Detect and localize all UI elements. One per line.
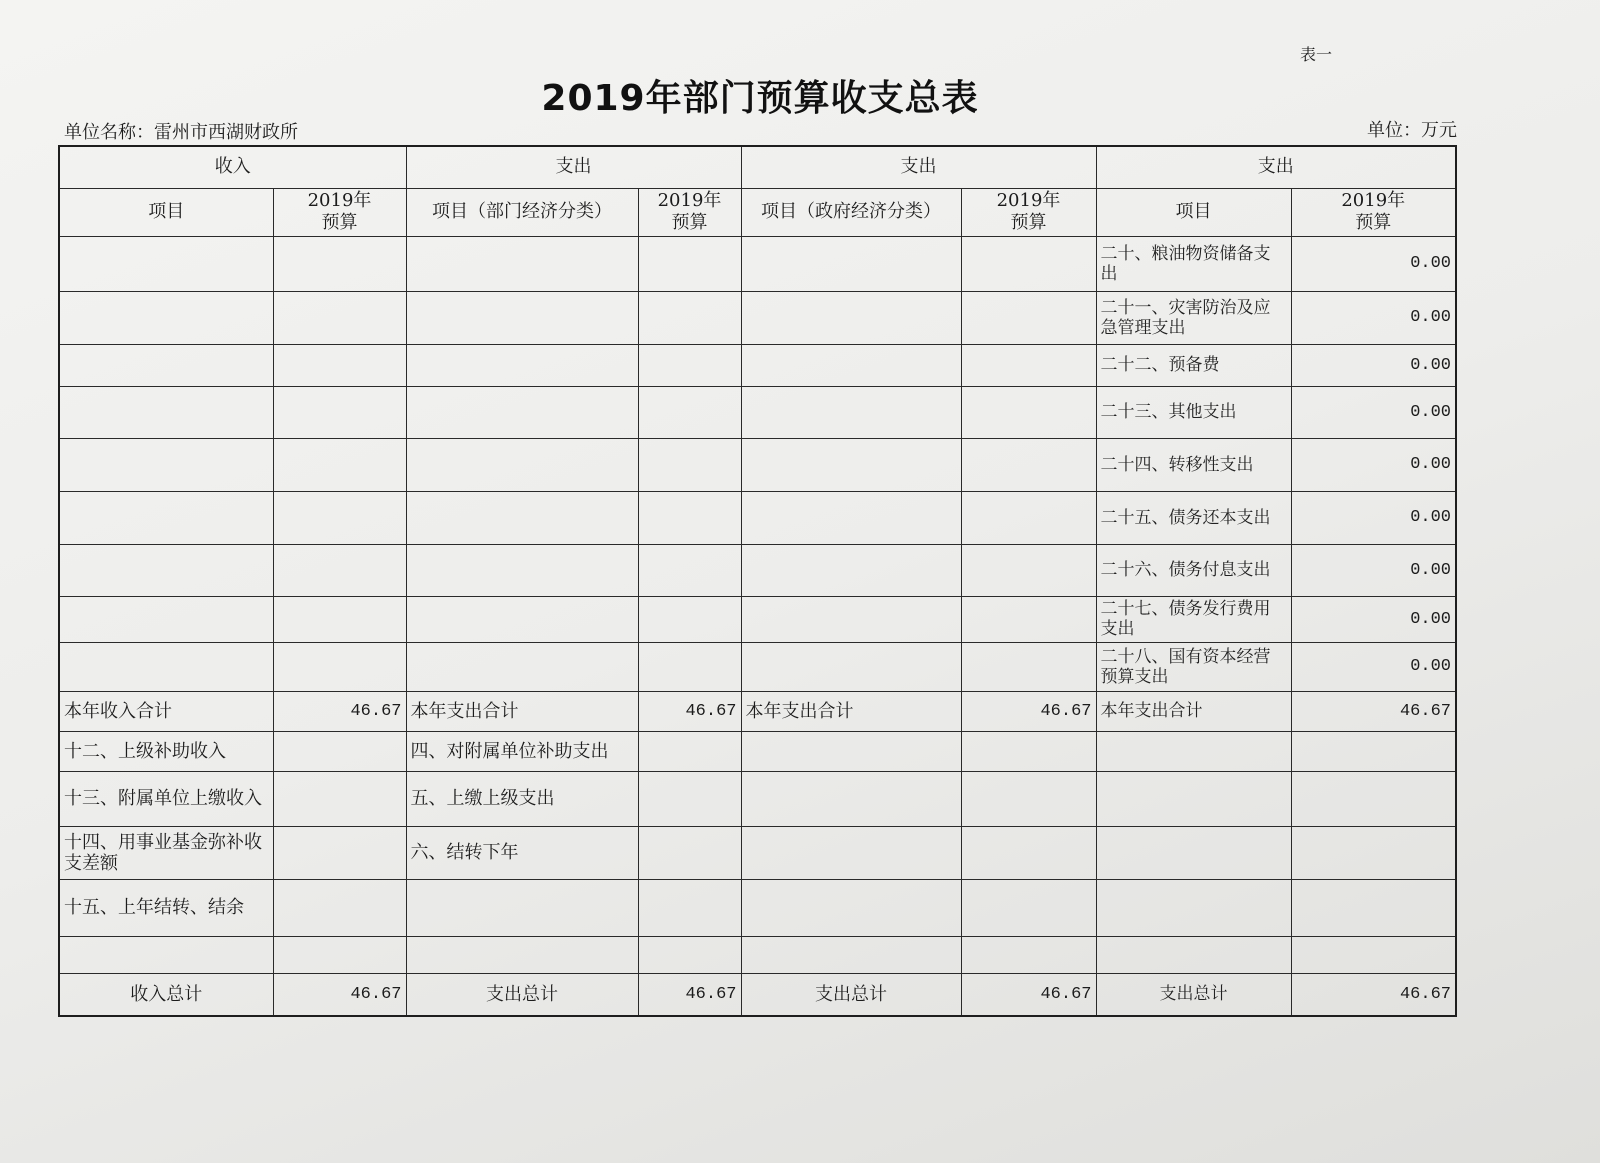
func-expense-item-cell: 本年支出合计 [1096, 691, 1291, 731]
gov-expense-item-cell [741, 731, 961, 771]
dept-expense-item-cell [406, 491, 638, 544]
group-header-dept-expense: 支出 [406, 146, 741, 188]
func-expense-item-cell: 二十二、预备费 [1096, 344, 1291, 386]
func-expense-budget-cell [1291, 879, 1456, 936]
dept-expense-budget-cell [638, 291, 741, 344]
table-row [59, 691, 1456, 731]
income-budget-cell [273, 826, 406, 879]
gov-expense-budget-cell [961, 386, 1096, 438]
table-body [59, 236, 1456, 1016]
dept-expense-item-cell: 支出总计 [406, 973, 638, 1016]
func-expense-budget-cell: 0.00 [1291, 236, 1456, 291]
dept-expense-budget-cell [638, 826, 741, 879]
dept-expense-item-cell [406, 386, 638, 438]
dept-expense-item-cell: 五、上缴上级支出 [406, 771, 638, 826]
income-budget-cell [273, 344, 406, 386]
func-expense-item-cell: 支出总计 [1096, 973, 1291, 1016]
page-title: 2019年部门预算收支总表 [541, 78, 979, 119]
gov-expense-budget-cell [961, 438, 1096, 491]
table-row [59, 879, 1456, 936]
income-item-cell [59, 236, 273, 291]
dept-expense-budget-cell [638, 731, 741, 771]
dept-expense-budget-cell: 46.67 [638, 973, 741, 1016]
income-item-cell: 本年收入合计 [59, 691, 273, 731]
dept-expense-budget-cell [638, 386, 741, 438]
func-expense-item-cell: 二十一、灾害防治及应急管理支出 [1096, 291, 1291, 344]
income-budget-cell [273, 771, 406, 826]
income-budget-cell: 46.67 [273, 691, 406, 731]
gov-expense-budget-cell [961, 771, 1096, 826]
dept-expense-item-cell [406, 438, 638, 491]
income-item-cell [59, 642, 273, 691]
income-budget-cell [273, 596, 406, 642]
income-budget-cell [273, 731, 406, 771]
func-expense-item-cell [1096, 771, 1291, 826]
grand-total-row [59, 973, 1456, 1016]
dept-expense-budget-cell [638, 596, 741, 642]
gov-expense-budget-cell [961, 596, 1096, 642]
dept-expense-budget-cell [638, 438, 741, 491]
income-item-cell: 收入总计 [59, 973, 273, 1016]
group-header-gov-expense: 支出 [741, 146, 1096, 188]
dept-expense-item-cell [406, 291, 638, 344]
table-row [59, 936, 1456, 973]
gov-expense-budget-cell [961, 544, 1096, 596]
income-budget-cell [273, 544, 406, 596]
gov-expense-item-cell [741, 771, 961, 826]
gov-expense-budget-cell [961, 344, 1096, 386]
func-expense-item-cell: 二十、粮油物资储备支出 [1096, 236, 1291, 291]
gov-expense-budget-cell: 46.67 [961, 973, 1096, 1016]
income-budget-cell [273, 236, 406, 291]
gov-expense-item-cell [741, 936, 961, 973]
dept-expense-budget-cell [638, 642, 741, 691]
gov-expense-budget-cell [961, 236, 1096, 291]
group-header-func-expense: 支出 [1096, 146, 1456, 188]
dept-expense-item-cell [406, 344, 638, 386]
func-expense-item-cell: 二十八、国有资本经营预算支出 [1096, 642, 1291, 691]
column-header-func-item: 项目 [1096, 188, 1291, 236]
gov-expense-item-cell [741, 344, 961, 386]
column-header-income-item: 项目 [59, 188, 273, 236]
func-expense-budget-cell: 46.67 [1291, 973, 1456, 1016]
dept-expense-budget-cell [638, 491, 741, 544]
func-expense-item-cell: 二十七、债务发行费用支出 [1096, 596, 1291, 642]
dept-expense-item-cell: 四、对附属单位补助支出 [406, 731, 638, 771]
func-expense-budget-cell: 0.00 [1291, 291, 1456, 344]
dept-expense-budget-cell [638, 936, 741, 973]
gov-expense-item-cell: 支出总计 [741, 973, 961, 1016]
unit-name-label: 单位名称：雷州市西湖财政所 [64, 122, 298, 143]
dept-expense-item-cell: 本年支出合计 [406, 691, 638, 731]
gov-expense-item-cell [741, 291, 961, 344]
income-budget-cell [273, 879, 406, 936]
dept-expense-item-cell [406, 879, 638, 936]
income-item-cell [59, 544, 273, 596]
group-header-income: 收入 [59, 146, 406, 188]
dept-expense-budget-cell [638, 344, 741, 386]
gov-expense-budget-cell [961, 879, 1096, 936]
dept-expense-item-cell [406, 596, 638, 642]
table-row [59, 386, 1456, 438]
income-item-cell [59, 438, 273, 491]
func-expense-item-cell: 二十五、债务还本支出 [1096, 491, 1291, 544]
group-header-row [59, 146, 1456, 188]
func-expense-budget-cell [1291, 936, 1456, 973]
func-expense-budget-cell: 0.00 [1291, 438, 1456, 491]
dept-expense-budget-cell [638, 771, 741, 826]
income-budget-cell [273, 386, 406, 438]
table-row [59, 826, 1456, 879]
income-budget-cell [273, 491, 406, 544]
column-header-func-budget: 2019年 预算 [1291, 188, 1456, 236]
table-row [59, 731, 1456, 771]
income-item-cell [59, 344, 273, 386]
func-expense-item-cell: 二十四、转移性支出 [1096, 438, 1291, 491]
dept-expense-budget-cell [638, 544, 741, 596]
column-header-row [59, 188, 1456, 236]
gov-expense-item-cell [741, 642, 961, 691]
table-row [59, 291, 1456, 344]
func-expense-item-cell: 二十三、其他支出 [1096, 386, 1291, 438]
table-number-label: 表一 [1300, 45, 1333, 64]
table-row [59, 771, 1456, 826]
column-header-gov-item: 项目（政府经济分类） [741, 188, 961, 236]
gov-expense-budget-cell [961, 826, 1096, 879]
table-row [59, 491, 1456, 544]
table-row [59, 642, 1456, 691]
gov-expense-item-cell [741, 826, 961, 879]
func-expense-item-cell [1096, 879, 1291, 936]
dept-expense-item-cell [406, 544, 638, 596]
table-row [59, 438, 1456, 491]
func-expense-item-cell: 二十六、债务付息支出 [1096, 544, 1291, 596]
func-expense-budget-cell: 46.67 [1291, 691, 1456, 731]
func-expense-budget-cell: 0.00 [1291, 596, 1456, 642]
dept-expense-budget-cell [638, 236, 741, 291]
dept-expense-item-cell [406, 642, 638, 691]
gov-expense-item-cell: 本年支出合计 [741, 691, 961, 731]
table-row [59, 344, 1456, 386]
gov-expense-budget-cell [961, 642, 1096, 691]
gov-expense-item-cell [741, 438, 961, 491]
income-item-cell [59, 596, 273, 642]
gov-expense-budget-cell [961, 491, 1096, 544]
income-item-cell [59, 291, 273, 344]
income-budget-cell: 46.67 [273, 973, 406, 1016]
func-expense-budget-cell [1291, 731, 1456, 771]
func-expense-item-cell [1096, 936, 1291, 973]
dept-expense-item-cell [406, 936, 638, 973]
income-budget-cell [273, 438, 406, 491]
func-expense-budget-cell: 0.00 [1291, 642, 1456, 691]
budget-summary-table [58, 145, 1457, 1017]
gov-expense-item-cell [741, 879, 961, 936]
dept-expense-item-cell: 六、结转下年 [406, 826, 638, 879]
income-budget-cell [273, 936, 406, 973]
gov-expense-budget-cell: 46.67 [961, 691, 1096, 731]
gov-expense-budget-cell [961, 291, 1096, 344]
column-header-gov-budget: 2019年 预算 [961, 188, 1096, 236]
table-row [59, 596, 1456, 642]
gov-expense-budget-cell [961, 936, 1096, 973]
table-row [59, 236, 1456, 291]
func-expense-budget-cell: 0.00 [1291, 386, 1456, 438]
income-item-cell [59, 386, 273, 438]
func-expense-budget-cell: 0.00 [1291, 344, 1456, 386]
func-expense-budget-cell [1291, 826, 1456, 879]
gov-expense-item-cell [741, 491, 961, 544]
currency-unit-label: 单位：万元 [1367, 120, 1457, 141]
dept-expense-item-cell [406, 236, 638, 291]
gov-expense-item-cell [741, 596, 961, 642]
income-item-cell [59, 491, 273, 544]
gov-expense-item-cell [741, 544, 961, 596]
func-expense-item-cell [1096, 826, 1291, 879]
func-expense-item-cell [1096, 731, 1291, 771]
income-budget-cell [273, 291, 406, 344]
func-expense-budget-cell [1291, 771, 1456, 826]
income-item-cell: 十四、用事业基金弥补收支差额 [59, 826, 273, 879]
income-budget-cell [273, 642, 406, 691]
column-header-dept-item: 项目（部门经济分类） [406, 188, 638, 236]
gov-expense-budget-cell [961, 731, 1096, 771]
dept-expense-budget-cell: 46.67 [638, 691, 741, 731]
func-expense-budget-cell: 0.00 [1291, 491, 1456, 544]
gov-expense-item-cell [741, 236, 961, 291]
income-item-cell: 十二、上级补助收入 [59, 731, 273, 771]
income-item-cell: 十三、附属单位上缴收入 [59, 771, 273, 826]
func-expense-budget-cell: 0.00 [1291, 544, 1456, 596]
income-item-cell [59, 936, 273, 973]
column-header-income-budget: 2019年 预算 [273, 188, 406, 236]
table-row [59, 544, 1456, 596]
income-item-cell: 十五、上年结转、结余 [59, 879, 273, 936]
dept-expense-budget-cell [638, 879, 741, 936]
gov-expense-item-cell [741, 386, 961, 438]
column-header-dept-budget: 2019年 预算 [638, 188, 741, 236]
